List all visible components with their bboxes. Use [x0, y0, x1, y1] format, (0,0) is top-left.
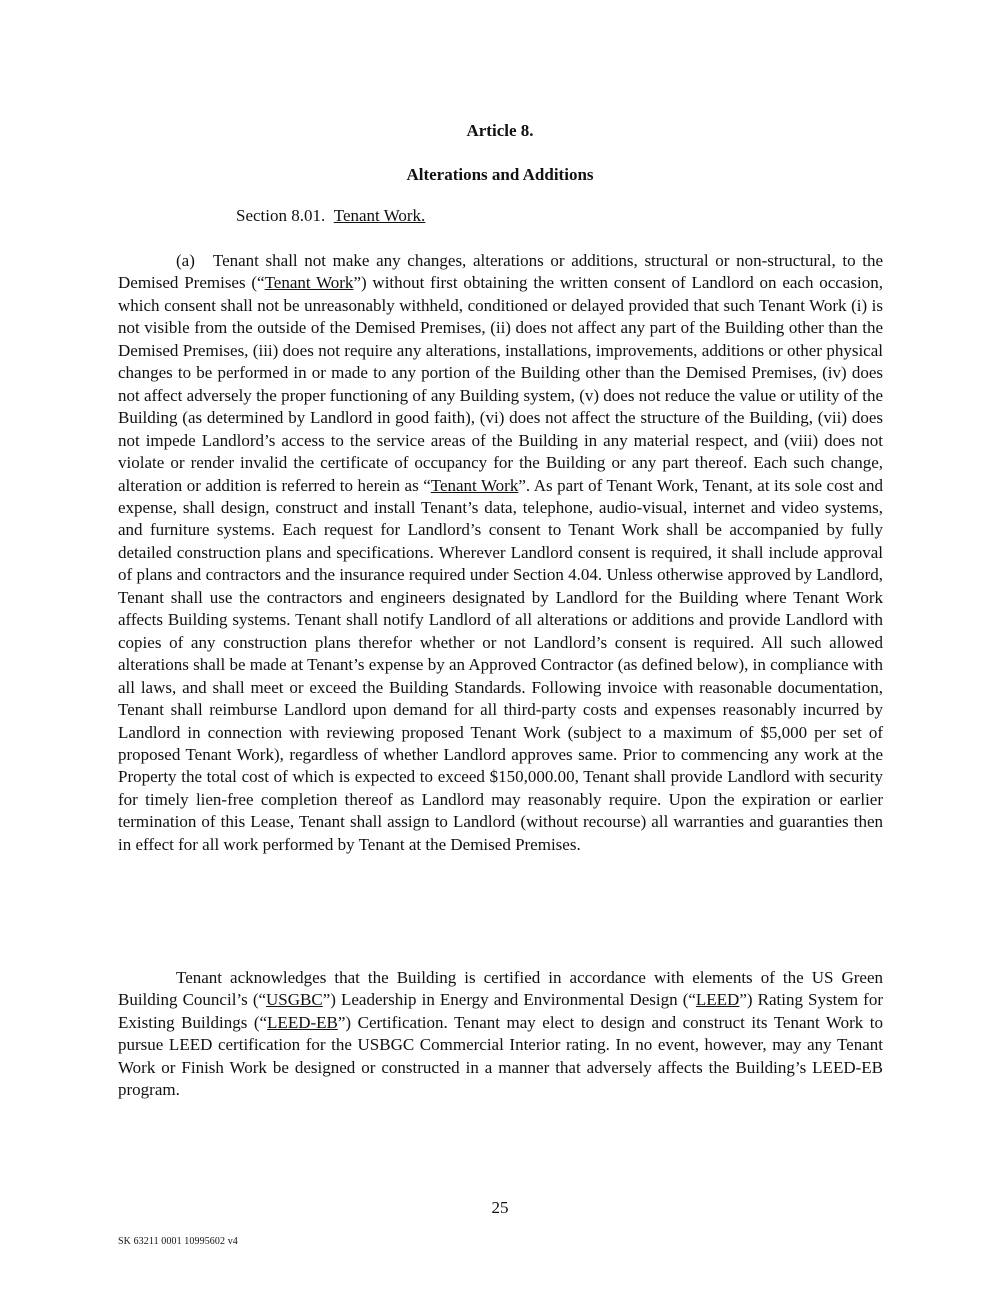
paragraph-text: Tenant shall not make any changes, alterations or additions, structural or non-structural, to the Demised Premises (“ [118, 251, 883, 293]
paragraph-text: Tenant acknowledges that the Building is certified in accordance with elements of the US Green Building Council’s (“ [118, 968, 883, 1010]
section-number: Section 8.01. [236, 206, 326, 225]
article-title: Article 8. [466, 121, 534, 140]
defined-term: Tenant Work [430, 475, 519, 495]
article-subtitle: Alterations and Additions [406, 165, 594, 184]
paragraph-a [118, 250, 883, 856]
paragraph-text: ”) Certification. Tenant may elect to design and construct its Tenant Work to pursue LEED certification for the USBGC Commercial Interior rating. In no event, however, may any Tenant Work or Finish Work be designed or constructed in a manner that adversely affects the Building’s LEED-EB program. [118, 1012, 884, 1100]
defined-term: USGBC [266, 990, 323, 1010]
section-heading [236, 206, 425, 226]
defined-term: Tenant Work [264, 273, 354, 293]
document-id: SK 63211 0001 10995602 v4 [118, 1236, 238, 1247]
paragraph-label: (a) [176, 251, 195, 270]
paragraph-text: ”) Rating System for Existing Buildings (“ [118, 990, 883, 1032]
page-number: 25 [491, 1198, 509, 1217]
defined-term: LEED-EB [267, 1012, 338, 1032]
defined-term: LEED [695, 990, 740, 1010]
paragraph-leed [118, 967, 883, 1102]
paragraph-text: ”. As part of Tenant Work, Tenant, at its sole cost and expense, shall design, construct and install Tenant’s data, telephone, audio-visual, internet and video systems, and furniture systems. Each request for Landlord’s consent to Tenant Work shall be accompanied by fully detailed construction plans and specifications. Wherever Landlord consent is required, it shall include approval of plans and contractors and the insurance required under Section 4.04. Unless otherwise approved by Landlord, Tenant shall use the contractors and engineers designated by Landlord for the Building where Tenant Work affects Building systems. Tenant shall notify Landlord of all alterations or additions and provide Landlord with copies of any construction plans therefor whether or not Landlord’s consent is required. All such allowed alterations shall be made at Tenant’s expense by an Approved Contractor (as defined below), in compliance with all laws, and shall meet or exceed the Building Standards. Following invoice with reasonable documentation, Tenant shall reimburse Landlord upon demand for all third-party costs and expenses reasonably incurred by Landlord in connection with reviewing proposed Tenant Work (subject to a maximum of $5,000 per set of proposed Tenant Work), regardless of whether Landlord approves same. Prior to commencing any work at the Property the total cost of which is expected to exceed $150,000.00, Tenant shall provide Landlord with security for timely lien-free completion thereof as Landlord may reasonably require. Upon the expiration or earlier termination of this Lease, Tenant shall assign to Landlord (without recourse) all warranties and guaranties then in effect for all work performed by Tenant at the Demised Premises. [118, 475, 883, 854]
paragraph-text: ”) Leadership in Energy and Environmental Design (“ [322, 990, 696, 1010]
section-title: Tenant Work. [333, 206, 426, 225]
paragraph-text: ”) without first obtaining the written consent of Landlord on each occasion, which consent shall not be unreasonably withheld, conditioned or delayed provided that such Tenant Work (i) is not visible from the outside of the Demised Premises, (ii) does not affect any part of the Building other than the Demised Premises, (iii) does not require any alterations, installations, improvements, additions or other physical changes to be performed in or made to any portion of the Building other than the Demised Premises, (iv) does not affect adversely the proper functioning of any Building system, (v) does not reduce the value or utility of the Building (as determined by Landlord in good faith), (vi) does not affect the structure of the Building, (vii) does not impede Landlord’s access to the service areas of the Building in any material respect, and (viii) does not violate or render invalid the certificate of occupancy for the Building or any part thereof. Each such change, alteration or addition is referred to herein as “ [118, 273, 883, 495]
